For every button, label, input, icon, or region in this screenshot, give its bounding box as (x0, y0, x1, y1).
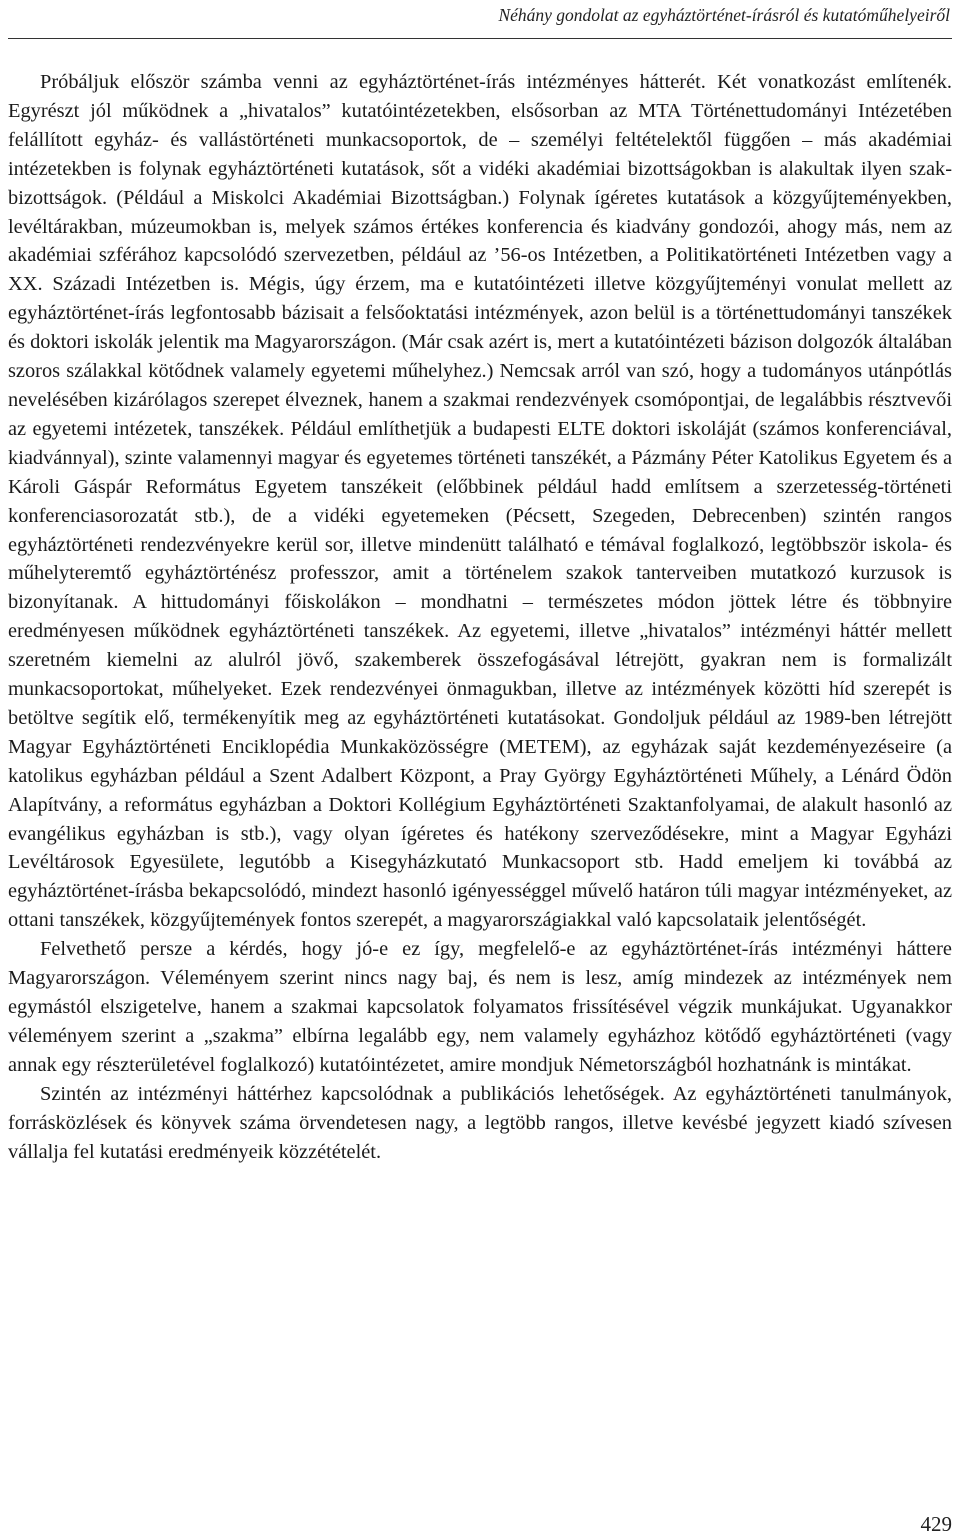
running-header: Néhány gondolat az egyháztörténet-írásról és kutatóműhelyeiről (498, 5, 950, 25)
paragraph-3: Szintén az intézményi háttérhez kapcsolódnak a publikációs lehetőségek. Az egyháztörténeti tanulmányok, forrásközlések és könyvek száma örvendetesen nagy, a legtöbb rangos, illetve kevésbé jegyzett kiadó szívesen vállalja fel kutatási eredményeik közzétételét. (8, 1082, 952, 1163)
header-divider (8, 38, 952, 39)
paragraph-2: Felvethető persze a kérdés, hogy jó-e ez így, megfelelő-e az egyháztörténet-írás intézményi háttere Magyarországon. Véleményem szerint nincs nagy baj, és nem is lesz, amíg mindezek az intézmények nem egymástól elszigetelve, hanem a szakmai kapcsolatok folyamatos frissítésével végzik munkájukat. Ugyanakkor véleményem szerint a „szakma” elbírna legalább egy, nem valamely egyházhoz kötődő egyháztörténeti (vagy annak egy részterületével foglalkozó) kutatóintézetet, amire mondjuk Németországból hozhatnánk is mintákat. (8, 938, 952, 1076)
paragraph-1: Próbáljuk először számba venni az egyháztörténet-írás intézményes hátterét. Két vonatkozást említenék. Egyrészt jól működnek a „hivatalos” kutatóintézetekben, elsősorban az MTA Történettudományi Intézetében felállított egyház- és vallástörténeti munkacsoportok, de – személyi feltételektől függően – más akadémiai intézetekben is folynak egyháztörténeti kutatások, sőt a vidéki akadémiai bizottságokban is alakultak ilyen szakbizottságok. (Például a Miskolci Akadémiai Bizottságban.) Folynak ígéretes kutatások a közgyűjteményekben, levéltárakban, múzeumokban is, melyek számos értékes konferencia és kiadvány gondozói, ahogy más, nem az akadémiai szférához kapcsolódó szervezetben, például az ’56-os Intézetben, a Politikatörténeti Intézetben vagy a XX. Századi Intézetben is. Mégis, úgy érzem, ma e kutatóintézeti illetve közgyűjteményi vonulat mellett az egyháztörténet-írás legfontosabb bázisait a felsőoktatási intézmények, azon belül is a történettudományi tanszékek és doktori iskolák jelentik ma Magyarországon. (Már csak azért is, mert a kutatóintézeti bázison dolgozók általában szoros szálakkal kötődnek valamely egyetemi műhelyhez.) Nemcsak arról van szó, hogy a tudományos utánpótlás nevelésében kizárólagos szerepet élveznek, hanem a szakmai rendezvények csomópontjai, de legalábbis résztvevői az egyetemi intézetek, tanszékek. Például említhetjük a budapesti ELTE doktori iskoláját (számos konferenciával, kiadvánnyal), szinte valamennyi magyar és egyetemes történeti tanszékét, a Pázmány Péter Katolikus Egyetem és a Károli Gáspár Református Egyetem tanszékeit (előbbinek például hadd említsem a szerzetesség-történeti konferenciasorozatát stb.), de a vidéki egyetemeken (Pécsett, Szegeden, Debrecenben) szintén rangos egyháztörténeti rendezvényekre kerül sor, illetve mindenütt található e témával foglalkozó, legtöbbször iskola- és műhelyteremtő egyháztörténész professzor, amit a történelem szakok tanterveiben mutatkozó kurzusok is bizonyítanak. A hittudományi főiskolákon – mondhatni – természetes módon jöttek létre és többnyire eredményesen működnek egyháztörténeti tanszékek. Az egyetemi, illetve „hivatalos” intézményi háttér mellett szeretném kiemelni az alulról jövő, szakemberek összefogásával létrejött, gyakran nem is formalizált munkacsoportokat, műhelyeket. Ezek rendezvényei önmagukban, illetve az intézmények közötti híd szerepét is betöltve segítik elő, termékenyítik meg az egyháztörténeti kutatásokat. Gondoljuk például az 1989-ben létrejött Magyar Egyháztörténeti Enciklopédia Munkaközösségre (METEM), az egyházak saját kezdeményezéseire (a katolikus egyházban például a Szent Adalbert Központ, a Pray György Egyháztörténeti Műhely, a Lénárd Ödön Alapítvány, a református egyházban a Doktori Kollégium Egyháztörténeti Szaktanfolyamai, de alakult hasonló az evangélikus egyházban is stb.), vagy olyan ígéretes és hatékony szerveződésekre, mint a Magyar Egyházi Levéltárosok Egyesülete, legutóbb a Kisegyházkutató Munkacsoport stb. Hadd emeljem ki továbbá az egyháztörténet-írásba bekapcsolódó, mindezt hasonló igényességgel művelő határon túli magyar intézményeket, az ottani tanszékek, közgyűjtemények fontos szerepét, a magyarországiakkal való kapcsolataik jelentőségét. (8, 71, 952, 932)
body-text (8, 68, 952, 1166)
page-number: 429 (920, 1512, 952, 1536)
